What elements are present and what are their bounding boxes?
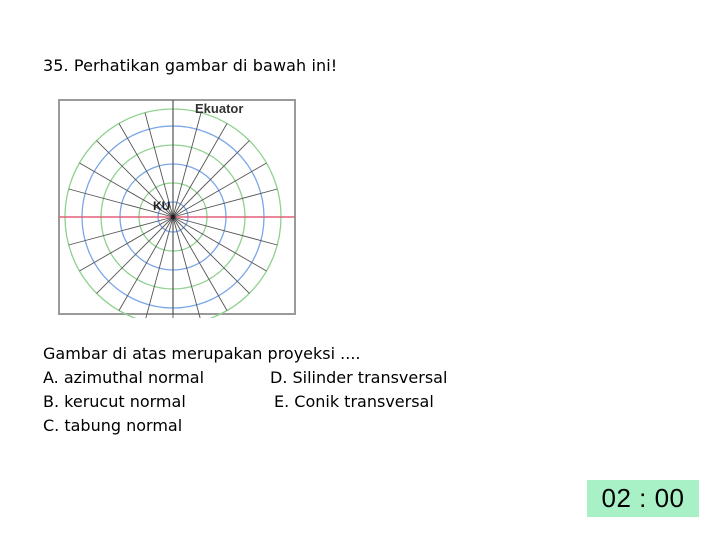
option-c[interactable]: C. tabung normal bbox=[43, 416, 183, 435]
option-d[interactable]: D. Silinder transversal bbox=[270, 368, 448, 387]
question-prompt: Gambar di atas merupakan proyeksi .... bbox=[43, 344, 361, 363]
question-text: 35. Perhatikan gambar di bawah ini! bbox=[43, 56, 338, 75]
projection-figure bbox=[55, 96, 299, 318]
option-b[interactable]: B. kerucut normal bbox=[43, 392, 186, 411]
option-e[interactable]: E. Conik transversal bbox=[274, 392, 434, 411]
countdown-timer: 02 : 00 bbox=[587, 480, 699, 517]
option-a[interactable]: A. azimuthal normal bbox=[43, 368, 205, 387]
equator-label: Ekuator bbox=[195, 101, 244, 116]
pole-label: KU bbox=[153, 199, 171, 213]
pole-point bbox=[171, 215, 176, 220]
azimuthal-projection-diagram bbox=[55, 96, 299, 318]
